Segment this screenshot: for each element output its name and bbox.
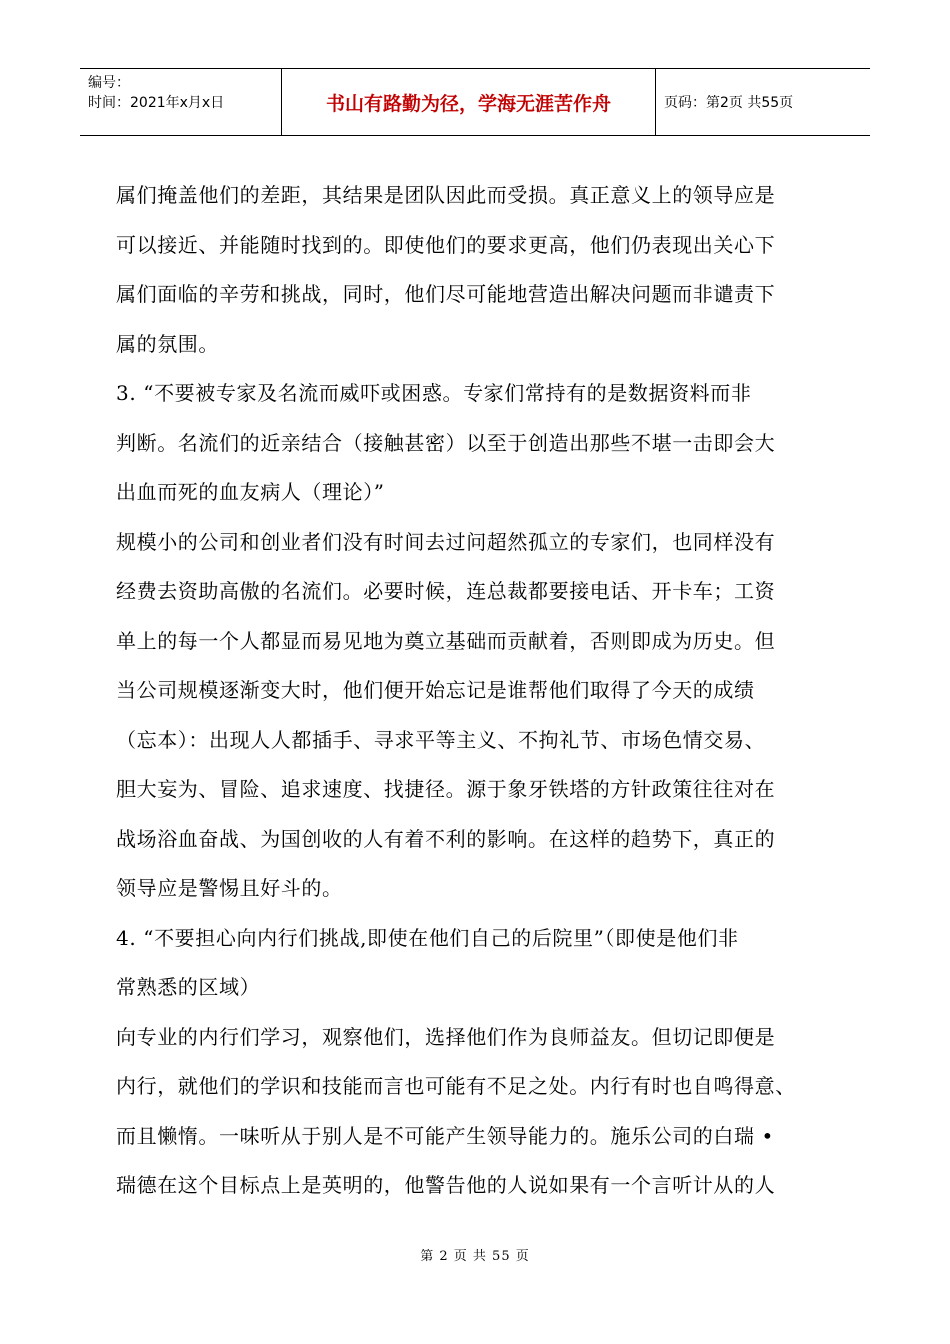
body-line: 胆大妄为、冒险、追求速度、找捷径。源于象牙铁塔的方针政策往往对在 bbox=[116, 777, 776, 801]
body-line: 单上的每一个人都显而易见地为奠立基础而贡献着，否则即成为历史。但 bbox=[116, 628, 776, 653]
page-footer: 第 2 页 共 55 页 bbox=[420, 1249, 530, 1264]
body-line: 属的氛围。 bbox=[116, 331, 219, 356]
body-line: 属们掩盖他们的差距，其结果是团队因此而受损。真正意义上的领导应是 bbox=[116, 183, 776, 207]
page-header bbox=[80, 68, 870, 136]
header-meta bbox=[80, 69, 282, 135]
header-page-info: 页码：第2页 共55页 bbox=[664, 95, 794, 111]
body-line: 判断。名流们的近亲结合（接触甚密）以至于创造出那些不堪一击即会大 bbox=[116, 430, 776, 455]
body-line: 领导应是警惕且好斗的。 bbox=[116, 876, 343, 900]
body-line: 3. “不要被专家及名流而威吓或困惑。专家们常持有的是数据资料而非 bbox=[116, 381, 752, 405]
body-line: 出血而死的血友病人（理论）” bbox=[116, 480, 385, 504]
body-line: 规模小的公司和创业者们没有时间去过问超然孤立的专家们，也同样没有 bbox=[116, 529, 776, 554]
document-body bbox=[116, 171, 840, 1211]
body-line: 而且懒惰。一味听从于别人是不可能产生领导能力的。施乐公司的白瑞 • bbox=[116, 1123, 774, 1148]
body-line: 经费去资助高傲的名流们。必要时候，连总裁都要接电话、开卡车；工资 bbox=[116, 579, 776, 603]
date-label: 时间：2021年x月x日 bbox=[88, 95, 225, 111]
body-line: 常熟悉的区域） bbox=[116, 975, 261, 999]
body-line: 当公司规模逐渐变大时，他们便开始忘记是谁帮他们取得了今天的成绩 bbox=[116, 678, 755, 702]
body-line: 内行，就他们的学识和技能而言也可能有不足之处。内行有时也自鸣得意、 bbox=[116, 1074, 796, 1098]
body-line: 瑞德在这个目标点上是英明的，他警告他的人说如果有一个言听计从的人 bbox=[116, 1173, 776, 1197]
body-line: 属们面临的辛劳和挑战，同时，他们尽可能地营造出解决问题而非谴责下 bbox=[116, 282, 776, 306]
body-line: 战场浴血奋战、为国创收的人有着不利的影响。在这样的趋势下，真正的 bbox=[116, 826, 776, 851]
number-label: 编号： bbox=[88, 75, 130, 91]
body-line: 4. “不要担心向内行们挑战,即使在他们自己的后院里”（即使是他们非 bbox=[116, 925, 739, 950]
body-line: 向专业的内行们学习，观察他们，选择他们作为良师益友。但切记即便是 bbox=[116, 1024, 776, 1049]
body-line: 可以接近、并能随时找到的。即使他们的要求更高，他们仍表现出关心下 bbox=[116, 232, 776, 257]
body-line: （忘本）：出现人人都插手、寻求平等主义、不拘礼节、市场色情交易、 bbox=[116, 727, 766, 752]
header-motto: 书山有路勤为径，学海无涯苦作舟 bbox=[282, 69, 656, 135]
